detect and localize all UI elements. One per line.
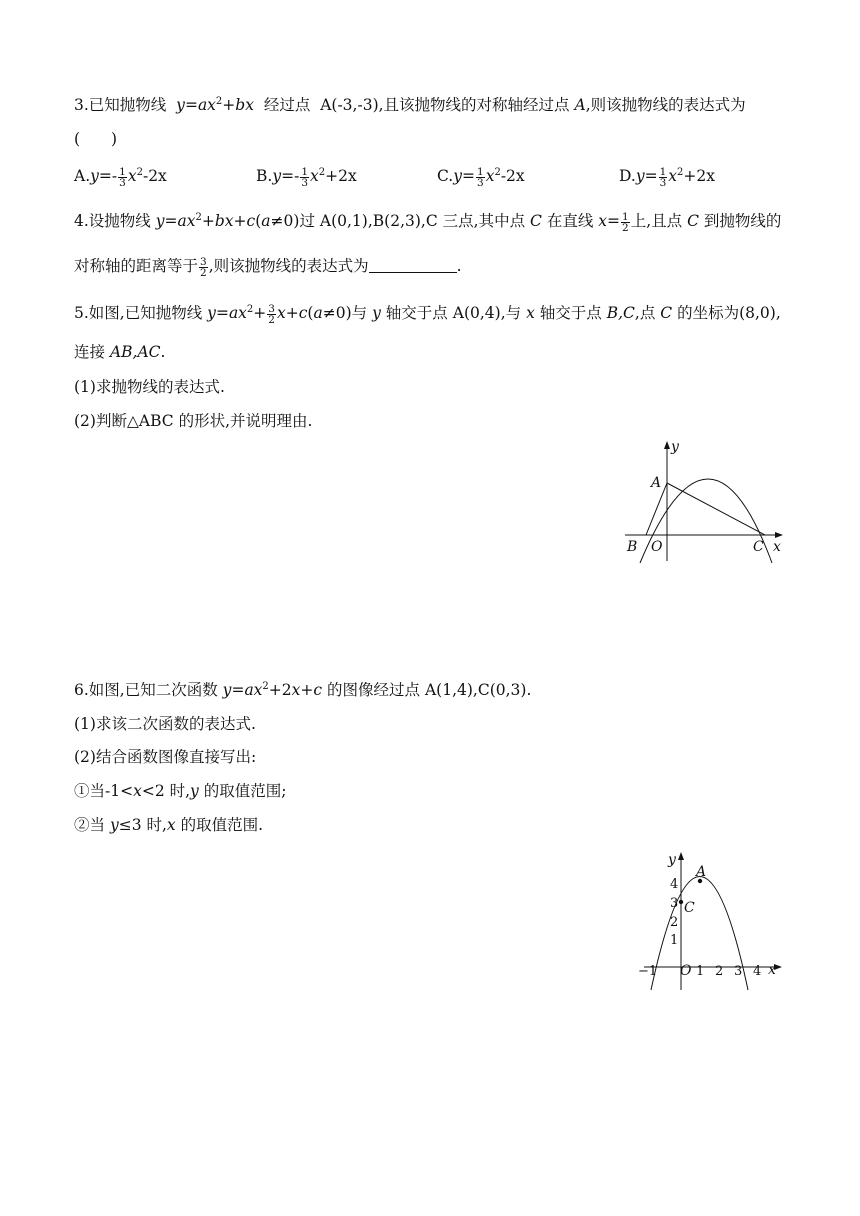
q3-option-a: A.y=- $\frac{1}{3}$ $x^2-2x$ — [74, 165, 167, 189]
q5-figure — [615, 435, 795, 565]
q6-stem: 6.如图,已知二次函数 $y=ax^2+2x+c$ 的图像经过点 A(1,4),C(0,3). — [74, 681, 532, 699]
q4-stem: 4.设抛物线 $y=ax^2+bx+c(a\ne 0)$过 A(0,1),B(2,3),C 三点,其中点 C 在直线 x= $\frac{1}{2}$ 上,且点 C 到抛物线的 — [74, 210, 782, 234]
q6-sub1: ①当-1<x<2 时,y 的取值范围; — [74, 782, 287, 800]
q6-ytick-4: 4 — [670, 877, 679, 892]
q6-sub2: ②当 y≤3 时,x 的取值范围. — [74, 816, 264, 834]
q3-answer-paren: ( ) — [74, 130, 118, 148]
q6-xtick-3: 3 — [734, 964, 743, 979]
q5-stem: 5.如图,已知抛物线 $y=ax^2+$ $\frac{3}{2}$ x+c(a≠0)与 y 轴交于点 A(0,4),与 x 轴交于点 B,C,点 C 的坐标为(8,0), — [74, 302, 781, 326]
q6-label-o: O — [680, 963, 692, 979]
q5-y-axis — [664, 441, 670, 561]
q6-ytick-2: 2 — [670, 915, 679, 930]
q4-line2: 对称轴的距离等于 $\frac{3}{2}$ ,则该抛物线的表达式为 . — [74, 255, 462, 279]
q5-label-c: C — [753, 539, 764, 555]
q6-part1: (1)求该二次函数的表达式. — [74, 715, 256, 733]
q3-option-d: D.y= $\frac{1}{3}$ $x^2+2x$ — [619, 165, 715, 189]
q5-part1: (1)求抛物线的表达式. — [74, 378, 225, 396]
q6-ytick-3: 3 — [670, 896, 679, 911]
q6-label-y: y — [668, 852, 676, 868]
q5-line2: 连接 AB,AC. — [74, 343, 166, 361]
q5-segment-ac — [667, 483, 765, 535]
q5-label-b: B — [627, 539, 638, 555]
q6-part2: (2)结合函数图像直接写出: — [74, 748, 257, 766]
q6-point-c — [679, 900, 683, 904]
q3-option-c: C.y= $\frac{1}{3}$ $x^2-2x$ — [437, 165, 525, 189]
q6-label-a: A — [696, 864, 707, 880]
q6-xtick-2: 2 — [715, 964, 724, 979]
q6-xtick-4: 4 — [753, 964, 762, 979]
q5-label-x: x — [773, 539, 781, 555]
q6-label-c: C — [684, 900, 695, 916]
q6-x-axis — [644, 964, 782, 970]
q5-label-y: y — [671, 439, 679, 455]
q6-figure — [630, 848, 790, 993]
q4-answer-blank[interactable] — [369, 258, 457, 273]
q3-option-b: B.y=- $\frac{1}{3}$ $x^2+2x$ — [256, 165, 357, 189]
q6-label-x: x — [768, 962, 776, 978]
q6-xtick-neg1: −1 — [638, 964, 658, 979]
q5-label-a: A — [651, 475, 662, 491]
q3-stem: 3.已知抛物线 $y=ax^2+bx$ 经过点 A(-3,-3),且该抛物线的对称轴经过点 A,则该抛物线的表达式为 — [74, 96, 746, 114]
q6-xtick-1: 1 — [696, 964, 705, 979]
q3-point-a: A(-3,-3) — [320, 96, 379, 114]
q5-part2: (2)判断△ABC 的形状,并说明理由. — [74, 412, 313, 430]
q6-ytick-1: 1 — [670, 933, 679, 948]
q5-label-o: O — [651, 539, 663, 555]
